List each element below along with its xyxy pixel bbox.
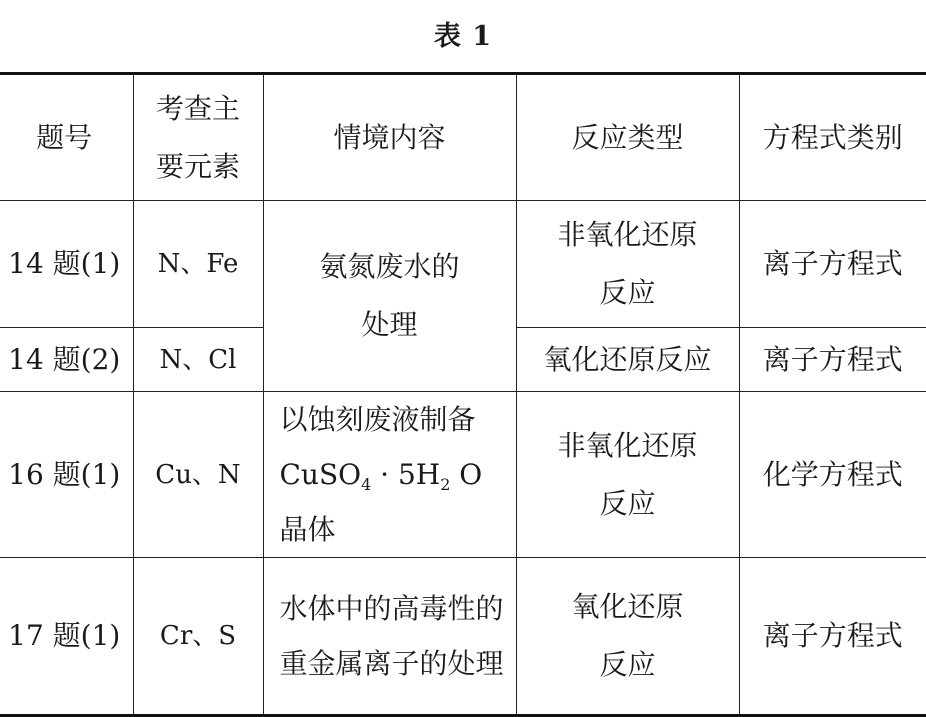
data-table	[0, 72, 926, 717]
cell-no: 17 题(1)	[0, 558, 133, 716]
cell-reaction: 氧化还原反应	[516, 328, 739, 392]
header-row	[0, 74, 926, 201]
cell-context: 水体中的高毒性的重金属离子的处理	[263, 558, 516, 716]
formula: CuSO$_4$ · $5H_2$ O	[279, 458, 483, 494]
table-row	[0, 201, 926, 328]
cell-elements: Cr、S	[133, 558, 263, 716]
table-row	[0, 392, 926, 558]
header-cell-reaction: 反应类型	[516, 74, 739, 201]
header-cell-no: 题号	[0, 74, 133, 201]
cell-context: 氨氮废水的处理	[263, 201, 516, 392]
context-line: 以蚀刻废液制备	[279, 403, 476, 436]
header-cell-equation: 方程式类别	[739, 74, 926, 201]
cell-equation: 离子方程式	[739, 201, 926, 328]
cell-no: 14 题(2)	[0, 328, 133, 392]
cell-equation: 离子方程式	[739, 558, 926, 716]
table-row	[0, 558, 926, 716]
cell-context	[263, 392, 516, 558]
cell-reaction: 氧化还原反应	[516, 558, 739, 716]
cell-no: 16 题(1)	[0, 392, 133, 558]
cell-elements: Cu、N	[133, 392, 263, 558]
cell-elements: N、Fe	[133, 201, 263, 328]
cell-no: 14 题(1)	[0, 201, 133, 328]
header-cell-context: 情境内容	[263, 74, 516, 201]
cell-equation: 化学方程式	[739, 392, 926, 558]
cell-reaction: 非氧化还原反应	[516, 201, 739, 328]
context-line: 晶体	[279, 513, 336, 546]
header-cell-elements: 考查主要元素	[133, 74, 263, 201]
cell-equation: 离子方程式	[739, 328, 926, 392]
cell-elements: N、Cl	[133, 328, 263, 392]
cell-reaction: 非氧化还原反应	[516, 392, 739, 558]
table-title: 表 1	[433, 21, 493, 52]
